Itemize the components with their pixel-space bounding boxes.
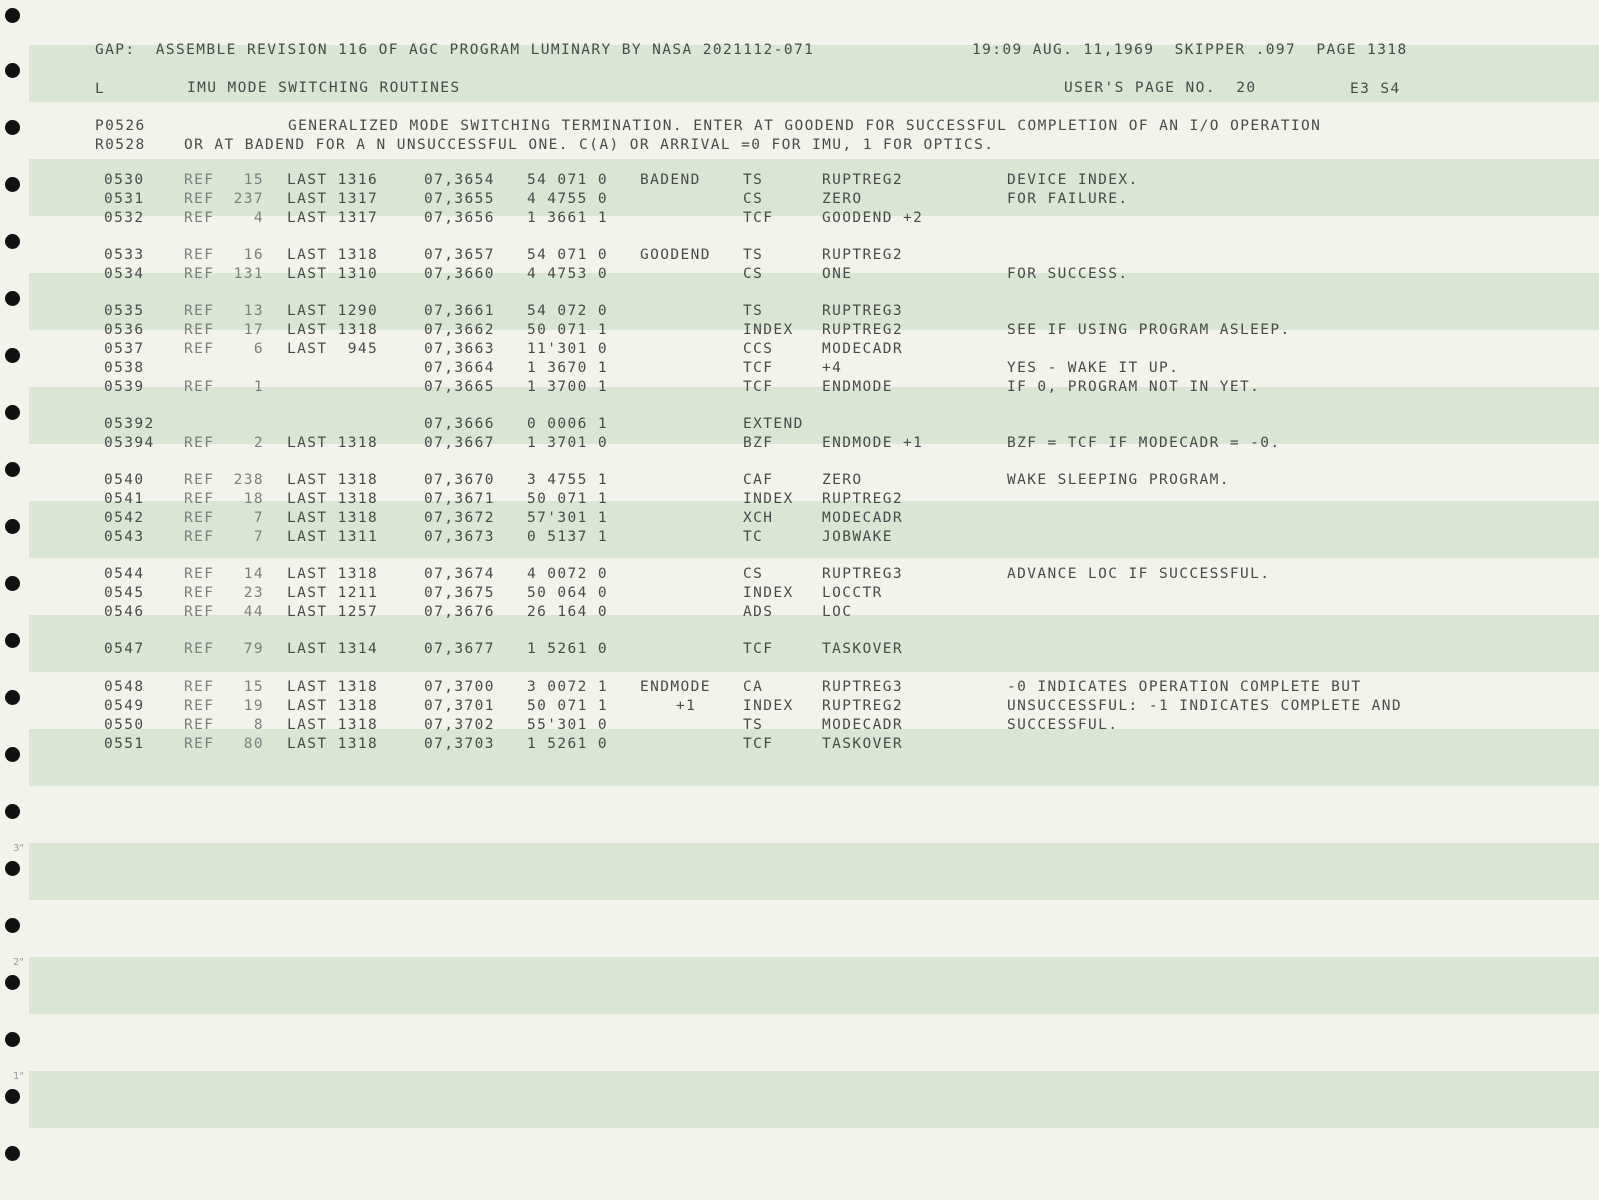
feed-hole: [5, 804, 20, 819]
feed-hole: [5, 633, 20, 648]
row-last: LAST 1318: [287, 698, 379, 714]
row-operand: RUPTREG2: [822, 698, 904, 714]
row-last: LAST 1317: [287, 210, 379, 226]
row-label: GOODEND: [640, 247, 711, 263]
row-ref: REF: [184, 266, 215, 282]
row-ref: REF: [184, 510, 215, 526]
section-title: IMU MODE SWITCHING ROUTINES: [187, 80, 461, 96]
feed-hole: [5, 918, 20, 933]
row-ref: REF: [184, 604, 215, 620]
row-seq: 0550: [104, 717, 145, 733]
row-op: CCS: [743, 341, 774, 357]
row-ref: REF: [184, 585, 215, 601]
inch-mark: 2": [13, 957, 24, 968]
row-ref: REF: [184, 698, 215, 714]
row-addr: 07,3675: [424, 585, 495, 601]
row-last: LAST 945: [287, 341, 379, 357]
row-addr: 07,3672: [424, 510, 495, 526]
row-refn: 6: [253, 341, 264, 357]
intro-text: OR AT BADEND FOR A N UNSUCCESSFUL ONE. C(A) OR ARRIVAL =0 FOR IMU, 1 FOR OPTICS.: [184, 137, 995, 153]
row-code: 1 3700 1: [527, 379, 609, 395]
row-last: LAST 1318: [287, 472, 379, 488]
row-seq: 0536: [104, 322, 145, 338]
row-ref: REF: [184, 435, 215, 451]
feed-hole: [5, 405, 20, 420]
row-addr: 07,3677: [424, 641, 495, 657]
row-seq: 0551: [104, 736, 145, 752]
row-comment: SUCCESSFUL.: [1007, 717, 1119, 733]
row-addr: 07,3674: [424, 566, 495, 582]
greenbar-band: [29, 1071, 1599, 1128]
row-refn: 4: [253, 210, 264, 226]
row-seq: 05394: [104, 435, 155, 451]
row-op: TCF: [743, 641, 774, 657]
row-last: LAST 1317: [287, 191, 379, 207]
row-code: 3 4755 1: [527, 472, 609, 488]
row-seq: 0535: [104, 303, 145, 319]
row-op: CA: [743, 679, 764, 695]
row-comment: DEVICE INDEX.: [1007, 172, 1139, 188]
feed-hole: [5, 63, 20, 78]
row-comment: FOR FAILURE.: [1007, 191, 1129, 207]
row-refn: 7: [253, 510, 264, 526]
row-operand: RUPTREG3: [822, 303, 904, 319]
row-seq: 0532: [104, 210, 145, 226]
row-operand: LOC: [822, 604, 853, 620]
row-op: BZF: [743, 435, 774, 451]
row-code: 0 0006 1: [527, 416, 609, 432]
row-addr: 07,3661: [424, 303, 495, 319]
row-seq: 0538: [104, 360, 145, 376]
row-ref: REF: [184, 379, 215, 395]
row-addr: 07,3667: [424, 435, 495, 451]
row-seq: 0540: [104, 472, 145, 488]
row-op: EXTEND: [743, 416, 804, 432]
row-code: 54 072 0: [527, 303, 609, 319]
row-refn: 18: [243, 491, 264, 507]
row-op: INDEX: [743, 585, 794, 601]
feed-hole: [5, 1032, 20, 1047]
row-last: LAST 1318: [287, 510, 379, 526]
row-refn: 16: [243, 247, 264, 263]
greenbar-band: [29, 273, 1599, 330]
row-ref: REF: [184, 341, 215, 357]
row-comment: BZF = TCF IF MODECADR = -0.: [1007, 435, 1281, 451]
row-refn: 13: [243, 303, 264, 319]
row-last: LAST 1318: [287, 435, 379, 451]
row-comment: IF 0, PROGRAM NOT IN YET.: [1007, 379, 1261, 395]
greenbar-band: [29, 729, 1599, 786]
row-ref: REF: [184, 247, 215, 263]
row-code: 11'301 0: [527, 341, 609, 357]
row-code: 57'301 1: [527, 510, 609, 526]
row-op: INDEX: [743, 698, 794, 714]
greenbar-band: [29, 159, 1599, 216]
row-operand: ONE: [822, 266, 853, 282]
row-label: ENDMODE: [640, 679, 711, 695]
row-operand: JOBWAKE: [822, 529, 893, 545]
row-last: LAST 1211: [287, 585, 379, 601]
row-refn: 80: [243, 736, 264, 752]
row-code: 50 071 1: [527, 698, 609, 714]
row-comment: FOR SUCCESS.: [1007, 266, 1129, 282]
row-refn: 1: [253, 379, 264, 395]
row-operand: MODECADR: [822, 341, 904, 357]
row-operand: RUPTREG2: [822, 247, 904, 263]
row-label: BADEND: [640, 172, 701, 188]
row-operand: GOODEND +2: [822, 210, 924, 226]
row-addr: 07,3666: [424, 416, 495, 432]
row-op: ADS: [743, 604, 774, 620]
greenbar-band: [29, 501, 1599, 558]
row-refn: 15: [243, 172, 264, 188]
row-op: CS: [743, 266, 764, 282]
feed-hole: [5, 576, 20, 591]
row-seq: 0541: [104, 491, 145, 507]
row-seq: 0542: [104, 510, 145, 526]
row-code: 1 3701 0: [527, 435, 609, 451]
row-ref: REF: [184, 566, 215, 582]
row-last: LAST 1318: [287, 322, 379, 338]
row-ref: REF: [184, 210, 215, 226]
row-code: 55'301 0: [527, 717, 609, 733]
intro-seq: R0528: [95, 137, 146, 153]
feed-hole: [5, 234, 20, 249]
row-comment: ADVANCE LOC IF SUCCESSFUL.: [1007, 566, 1271, 582]
row-addr: 07,3655: [424, 191, 495, 207]
row-last: LAST 1257: [287, 604, 379, 620]
row-label: +1: [676, 698, 697, 714]
row-addr: 07,3703: [424, 736, 495, 752]
row-seq: 0543: [104, 529, 145, 545]
row-refn: 2: [253, 435, 264, 451]
row-seq: 0547: [104, 641, 145, 657]
row-refn: 23: [243, 585, 264, 601]
row-last: LAST 1290: [287, 303, 379, 319]
row-op: TC: [743, 529, 764, 545]
row-ref: REF: [184, 736, 215, 752]
row-op: CS: [743, 191, 764, 207]
greenbar-band: [29, 615, 1599, 672]
greenbar-band: [29, 843, 1599, 900]
greenbar-band: [29, 387, 1599, 444]
row-code: 0 5137 1: [527, 529, 609, 545]
row-operand: RUPTREG2: [822, 491, 904, 507]
row-addr: 07,3663: [424, 341, 495, 357]
row-operand: RUPTREG2: [822, 172, 904, 188]
row-addr: 07,3656: [424, 210, 495, 226]
row-addr: 07,3660: [424, 266, 495, 282]
row-ref: REF: [184, 529, 215, 545]
row-op: TCF: [743, 360, 774, 376]
row-operand: ZERO: [822, 191, 863, 207]
feed-hole: [5, 177, 20, 192]
row-code: 54 071 0: [527, 172, 609, 188]
row-ref: REF: [184, 679, 215, 695]
row-op: CAF: [743, 472, 774, 488]
row-seq: 0546: [104, 604, 145, 620]
feed-hole: [5, 1089, 20, 1104]
row-refn: 8: [253, 717, 264, 733]
row-refn: 19: [243, 698, 264, 714]
row-code: 50 071 1: [527, 491, 609, 507]
row-refn: 7: [253, 529, 264, 545]
row-last: LAST 1311: [287, 529, 379, 545]
row-seq: 05392: [104, 416, 155, 432]
row-ref: REF: [184, 641, 215, 657]
row-code: 1 3670 1: [527, 360, 609, 376]
row-seq: 0539: [104, 379, 145, 395]
row-addr: 07,3665: [424, 379, 495, 395]
row-code: 50 064 0: [527, 585, 609, 601]
row-refn: 44: [243, 604, 264, 620]
row-last: LAST 1316: [287, 172, 379, 188]
row-op: INDEX: [743, 322, 794, 338]
intro-seq: P0526: [95, 118, 146, 134]
e3-s4-label: E3 S4: [1350, 81, 1401, 97]
row-comment: UNSUCCESSFUL: -1 INDICATES COMPLETE AND: [1007, 698, 1403, 714]
feed-hole: [5, 975, 20, 990]
row-op: INDEX: [743, 491, 794, 507]
row-code: 4 4755 0: [527, 191, 609, 207]
row-code: 4 0072 0: [527, 566, 609, 582]
row-refn: 79: [243, 641, 264, 657]
row-operand: RUPTREG3: [822, 566, 904, 582]
row-addr: 07,3670: [424, 472, 495, 488]
row-refn: 237: [233, 191, 264, 207]
feed-hole: [5, 120, 20, 135]
row-operand: RUPTREG2: [822, 322, 904, 338]
row-refn: 14: [243, 566, 264, 582]
feed-hole: [5, 291, 20, 306]
row-addr: 07,3701: [424, 698, 495, 714]
row-op: TS: [743, 717, 764, 733]
row-operand: ENDMODE: [822, 379, 893, 395]
row-code: 4 4753 0: [527, 266, 609, 282]
row-addr: 07,3664: [424, 360, 495, 376]
row-op: XCH: [743, 510, 774, 526]
feed-hole: [5, 348, 20, 363]
row-ref: REF: [184, 172, 215, 188]
row-op: TS: [743, 247, 764, 263]
row-seq: 0545: [104, 585, 145, 601]
row-operand: ENDMODE +1: [822, 435, 924, 451]
row-operand: +4: [822, 360, 843, 376]
row-seq: 0531: [104, 191, 145, 207]
row-ref: REF: [184, 322, 215, 338]
row-addr: 07,3673: [424, 529, 495, 545]
row-ref: REF: [184, 717, 215, 733]
feed-hole: [5, 519, 20, 534]
row-code: 26 164 0: [527, 604, 609, 620]
row-comment: -0 INDICATES OPERATION COMPLETE BUT: [1007, 679, 1362, 695]
row-seq: 0534: [104, 266, 145, 282]
feed-hole: [5, 747, 20, 762]
row-op: TCF: [743, 736, 774, 752]
row-op: TCF: [743, 210, 774, 226]
row-seq: 0537: [104, 341, 145, 357]
row-comment: SEE IF USING PROGRAM ASLEEP.: [1007, 322, 1291, 338]
row-refn: 17: [243, 322, 264, 338]
row-code: 1 5261 0: [527, 641, 609, 657]
row-last: LAST 1318: [287, 247, 379, 263]
row-seq: 0533: [104, 247, 145, 263]
feed-hole: [5, 690, 20, 705]
row-ref: REF: [184, 191, 215, 207]
row-seq: 0544: [104, 566, 145, 582]
row-last: LAST 1318: [287, 736, 379, 752]
row-operand: MODECADR: [822, 717, 904, 733]
feed-hole: [5, 861, 20, 876]
feed-hole: [5, 1146, 20, 1161]
users-page-no: USER'S PAGE NO. 20: [1064, 80, 1257, 96]
row-operand: TASKOVER: [822, 736, 904, 752]
row-op: TCF: [743, 379, 774, 395]
row-operand: TASKOVER: [822, 641, 904, 657]
row-seq: 0548: [104, 679, 145, 695]
row-code: 54 071 0: [527, 247, 609, 263]
row-addr: 07,3657: [424, 247, 495, 263]
row-operand: LOCCTR: [822, 585, 883, 601]
row-operand: ZERO: [822, 472, 863, 488]
row-addr: 07,3654: [424, 172, 495, 188]
greenbar-band: [29, 957, 1599, 1014]
row-refn: 15: [243, 679, 264, 695]
intro-text: GENERALIZED MODE SWITCHING TERMINATION. ENTER AT GOODEND FOR SUCCESSFUL COMPLETION OF AN I/O OPERATION: [288, 118, 1322, 134]
inch-mark: 1": [13, 1071, 24, 1082]
feed-hole: [5, 8, 20, 23]
row-ref: REF: [184, 472, 215, 488]
row-op: TS: [743, 172, 764, 188]
row-addr: 07,3700: [424, 679, 495, 695]
row-code: 50 071 1: [527, 322, 609, 338]
row-op: CS: [743, 566, 764, 582]
header-log: L: [95, 81, 106, 97]
row-comment: YES - WAKE IT UP.: [1007, 360, 1180, 376]
row-ref: REF: [184, 491, 215, 507]
row-ref: REF: [184, 303, 215, 319]
row-last: LAST 1318: [287, 566, 379, 582]
row-operand: RUPTREG3: [822, 679, 904, 695]
row-seq: 0549: [104, 698, 145, 714]
row-addr: 07,3662: [424, 322, 495, 338]
row-code: 3 0072 1: [527, 679, 609, 695]
row-refn: 238: [233, 472, 264, 488]
header-title: GAP: ASSEMBLE REVISION 116 OF AGC PROGRAM LUMINARY BY NASA 2021112-071: [95, 42, 815, 58]
row-code: 1 3661 1: [527, 210, 609, 226]
row-addr: 07,3671: [424, 491, 495, 507]
row-refn: 131: [233, 266, 264, 282]
row-op: TS: [743, 303, 764, 319]
row-last: LAST 1318: [287, 679, 379, 695]
row-seq: 0530: [104, 172, 145, 188]
row-last: LAST 1318: [287, 717, 379, 733]
inch-mark: 3": [13, 843, 24, 854]
feed-hole: [5, 462, 20, 477]
row-operand: MODECADR: [822, 510, 904, 526]
row-last: LAST 1310: [287, 266, 379, 282]
header-date-page: 19:09 AUG. 11,1969 SKIPPER .097 PAGE 1318: [972, 42, 1408, 58]
row-last: LAST 1318: [287, 491, 379, 507]
row-comment: WAKE SLEEPING PROGRAM.: [1007, 472, 1230, 488]
row-code: 1 5261 0: [527, 736, 609, 752]
row-addr: 07,3676: [424, 604, 495, 620]
row-addr: 07,3702: [424, 717, 495, 733]
row-last: LAST 1314: [287, 641, 379, 657]
